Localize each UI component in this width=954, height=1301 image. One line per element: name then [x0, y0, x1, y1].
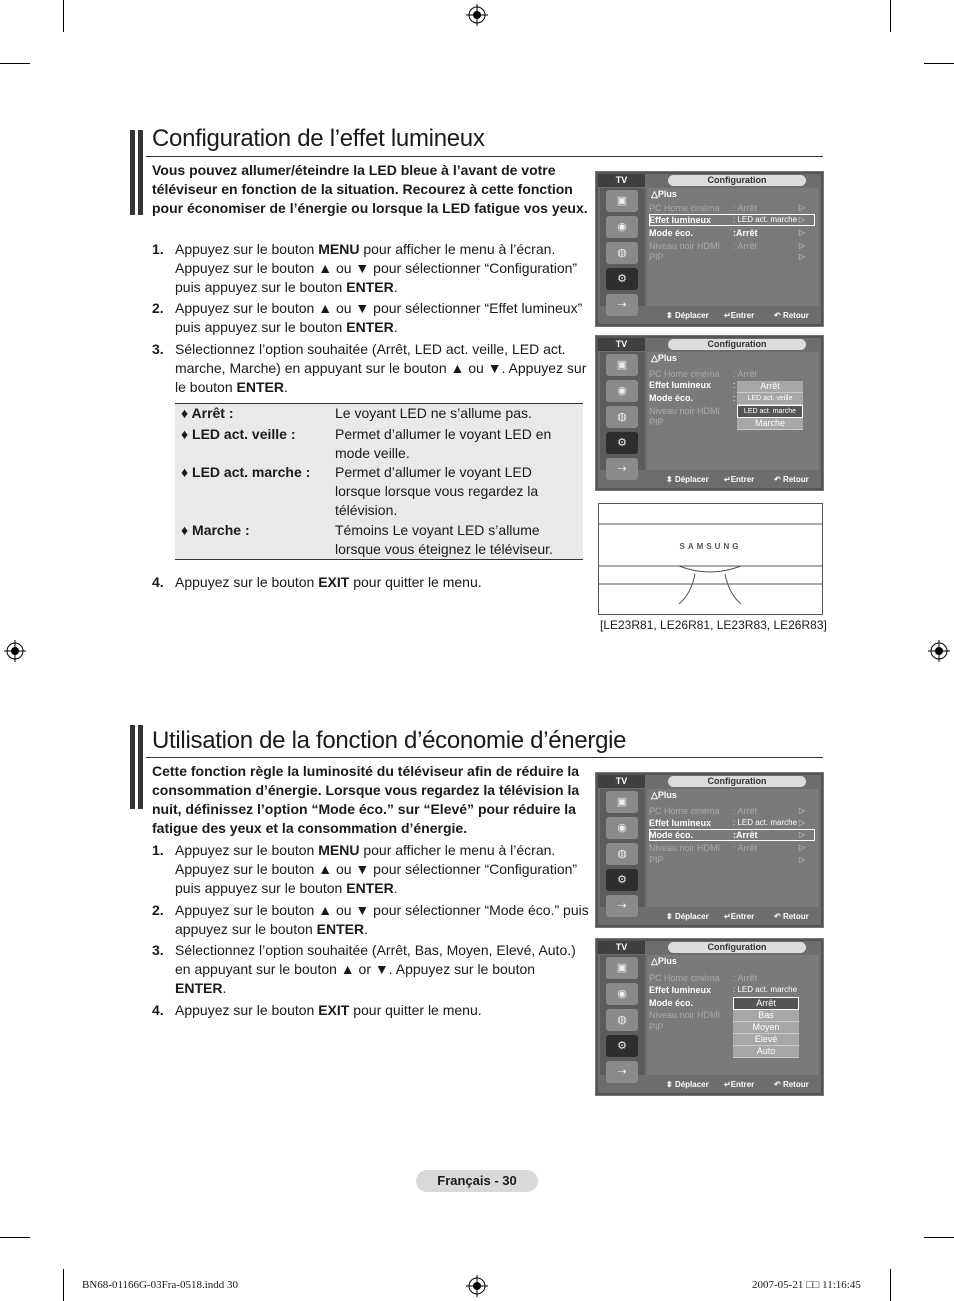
menu-screen-4: [595, 938, 824, 1096]
menu-item[interactable]: PC Home cinéma: [649, 973, 720, 983]
menu-item[interactable]: Effet lumineux: [649, 215, 712, 225]
right-arrow-icon: ▷: [798, 830, 805, 839]
menu-footer: [598, 909, 821, 925]
menu-item[interactable]: Effet lumineux: [649, 380, 712, 390]
step-text: Appuyez sur le bouton MENU pour afficher le menu à l’écran. Appuyez sur le bouton ▲ ou ▼ pour sélectionner “Configuration” puis appuyez sur le bouton ENTER.: [175, 842, 578, 896]
step-text: Appuyez sur le bouton ▲ ou ▼ pour sélectionner “Effet lumineux” puis appuyez sur le bouton ENTER.: [175, 300, 583, 335]
menu-screen-3: [595, 772, 824, 928]
sound-icon: ◉: [606, 380, 638, 402]
menu-item[interactable]: PC Home cinéma: [649, 806, 720, 816]
input-icon: ⇢: [606, 1061, 638, 1083]
section-intro: Vous pouvez allumer/éteindre la LED bleue à l’avant de votre téléviseur en fonction de la situation. Recourez à cette fonction pour économiser de l’énergie ou lorsque la LED fatigue vos yeux.: [152, 162, 588, 216]
menu-item[interactable]: Mode éco.: [649, 998, 694, 1008]
menu-value: :Arrêt: [733, 830, 758, 840]
section-marker: [130, 130, 143, 215]
dropdown-option[interactable]: Arrêt: [733, 997, 799, 1010]
menu-value: : LED act. marche: [733, 215, 798, 224]
menu-item[interactable]: PIP: [649, 1022, 664, 1032]
step-text: Appuyez sur le bouton EXIT pour quitter le menu.: [175, 574, 482, 590]
step-3: [152, 941, 592, 1001]
setup-icon: ⚙: [606, 1035, 638, 1057]
registration-mark-icon: [928, 640, 950, 662]
dropdown-option[interactable]: Arrêt: [737, 381, 803, 393]
step-2: [152, 299, 592, 339]
channel-icon: ◍: [606, 242, 638, 264]
menu-item[interactable]: Niveau noir HDMI: [649, 843, 721, 853]
menu-screen-1: [595, 171, 824, 327]
menu-plus: △Plus: [651, 189, 677, 199]
dropdown-option[interactable]: Moyen: [733, 1022, 799, 1034]
picture-icon: ▣: [606, 957, 638, 979]
step-number: 4.: [152, 574, 164, 590]
crop-mark: [924, 1237, 954, 1238]
move-hint: ⬍ Déplacer: [666, 912, 709, 921]
menu-footer: [598, 308, 821, 324]
channel-icon: ◍: [606, 406, 638, 428]
option-key: ♦ Arrêt :: [181, 405, 234, 421]
step-4: [152, 1001, 592, 1021]
section-intro: Cette fonction règle la luminosité du téléviseur afin de réduire la consommation d’énergie. Lorsque vous regardez la télévision la nuit, définissez l’option “Mode éco.” sur “Elevé” pour réduire la fatigue des yeux et la consommation d’énergie.: [152, 763, 580, 836]
menu-value: : LED act. marche: [733, 818, 798, 827]
menu-title: Configuration: [668, 339, 806, 350]
move-hint: ⬍ Déplacer: [666, 1080, 709, 1089]
step-text: Appuyez sur le bouton EXIT pour quitter le menu.: [175, 1002, 482, 1018]
menu-value: : LED act. marche: [733, 985, 798, 994]
crop-mark: [0, 1237, 30, 1238]
menu-screen-2: [595, 335, 824, 491]
section-rule: [146, 757, 823, 758]
menu-item[interactable]: Mode éco.: [649, 228, 694, 238]
move-hint: ⬍ Déplacer: [666, 475, 709, 484]
step-1: [152, 841, 592, 898]
menu-item[interactable]: Effet lumineux: [649, 985, 712, 995]
option-key: ♦ Marche :: [181, 522, 250, 538]
menu-item[interactable]: Mode éco.: [649, 393, 694, 403]
dropdown-list: [733, 997, 799, 1058]
menu-value: : Arrêt: [733, 241, 758, 251]
monitor-drawing: [599, 504, 822, 614]
step-4: [152, 573, 592, 593]
menu-icon-column: [600, 955, 645, 1078]
input-icon: ⇢: [606, 294, 638, 316]
crop-mark: [890, 1269, 891, 1301]
menu-item[interactable]: Mode éco.: [649, 830, 694, 840]
menu-plus: △Plus: [651, 956, 677, 966]
return-hint: ↶ Retour: [774, 311, 809, 320]
crop-mark: [0, 63, 30, 64]
return-hint: ↶ Retour: [774, 1080, 809, 1089]
menu-item[interactable]: PC Home cinéma: [649, 203, 720, 213]
input-icon: ⇢: [606, 895, 638, 917]
step-text: Appuyez sur le bouton MENU pour afficher le menu à l’écran. Appuyez sur le bouton ▲ ou ▼ pour sélectionner “Configuration” puis appuyez sur le bouton ENTER.: [175, 241, 578, 295]
picture-icon: ▣: [606, 354, 638, 376]
right-arrow-icon: ▷: [798, 818, 805, 827]
menu-plus: △Plus: [651, 790, 677, 800]
crop-mark: [63, 0, 64, 32]
tv-label: TV: [598, 775, 645, 788]
menu-item[interactable]: PC Home cinéma: [649, 369, 720, 379]
crop-mark: [924, 63, 954, 64]
registration-mark-icon: [4, 640, 26, 662]
section-title: Configuration de l’effet lumineux: [152, 125, 485, 152]
menu-value: : Arrêt: [733, 973, 758, 983]
brand-logo: SAMSUNG: [679, 542, 742, 551]
sound-icon: ◉: [606, 983, 638, 1005]
tv-label: TV: [598, 338, 645, 351]
step-text: Appuyez sur le bouton ▲ ou ▼ pour sélectionner “Mode éco.” puis appuyez sur le bouton ENTER.: [175, 902, 589, 937]
option-value: Témoins Le voyant LED s’allume lorsque vous éteignez le téléviseur.: [335, 522, 553, 557]
page-number: Français - 30: [416, 1170, 538, 1192]
dropdown-option[interactable]: LED act. marche: [737, 405, 803, 418]
menu-body: [647, 352, 819, 470]
menu-plus: △Plus: [651, 353, 677, 363]
section-title: Utilisation de la fonction d’économie d’énergie: [152, 727, 627, 754]
section-marker: [130, 725, 143, 809]
crop-mark: [890, 0, 891, 32]
menu-title: Configuration: [668, 175, 806, 186]
dropdown-option[interactable]: Auto: [733, 1046, 799, 1058]
menu-item[interactable]: PIP: [649, 252, 664, 262]
step-2: [152, 901, 592, 941]
print-date: 2007-05-21 □□ 11:16:45: [752, 1279, 861, 1291]
section-rule: [146, 156, 823, 157]
menu-item[interactable]: Niveau noir HDMI: [649, 241, 721, 251]
dropdown-option[interactable]: Elevé: [733, 1034, 799, 1046]
channel-icon: ◍: [606, 1009, 638, 1031]
step-1: [152, 240, 592, 297]
enter-hint: ↵Entrer: [724, 311, 755, 320]
right-arrow-icon: ▷: [798, 252, 805, 261]
return-hint: ↶ Retour: [774, 475, 809, 484]
input-icon: ⇢: [606, 458, 638, 480]
tv-label: TV: [598, 941, 645, 954]
right-arrow-icon: ▷: [798, 215, 805, 224]
option-value: Permet d’allumer le voyant LED lorsque lorsque vous regardez la télévision.: [335, 464, 539, 518]
right-arrow-icon: ▷: [798, 241, 805, 250]
menu-item[interactable]: PIP: [649, 417, 664, 427]
menu-value: : Arrêt: [733, 843, 758, 853]
menu-body: [647, 188, 819, 306]
menu-value: : Arrêt: [733, 369, 758, 379]
step-number: 1.: [152, 241, 164, 257]
enter-hint: ↵Entrer: [724, 1080, 755, 1089]
right-arrow-icon: ▷: [798, 843, 805, 852]
menu-item[interactable]: PIP: [649, 855, 664, 865]
menu-title: Configuration: [668, 942, 806, 953]
registration-mark-icon: [466, 4, 488, 26]
step-number: 2.: [152, 300, 164, 316]
menu-icon-column: [600, 789, 645, 912]
options-table: [175, 403, 583, 560]
crop-mark: [63, 1269, 64, 1301]
step-number: 3.: [152, 942, 164, 958]
tv-label: TV: [598, 174, 645, 187]
enter-hint: ↵Entrer: [724, 475, 755, 484]
menu-item[interactable]: Effet lumineux: [649, 818, 712, 828]
option-value: Le voyant LED ne s’allume pas.: [335, 405, 532, 421]
dropdown-list: [737, 381, 803, 430]
menu-body: [647, 789, 819, 907]
step-number: 2.: [152, 902, 164, 918]
setup-icon: ⚙: [606, 432, 638, 454]
option-value: Permet d’allumer le voyant LED en mode veille.: [335, 426, 552, 461]
menu-value: : Arrêt: [733, 203, 758, 213]
setup-icon: ⚙: [606, 268, 638, 290]
enter-hint: ↵Entrer: [724, 912, 755, 921]
menu-item[interactable]: Niveau noir HDMI: [649, 406, 721, 416]
step-number: 1.: [152, 842, 164, 858]
right-arrow-icon: ▷: [798, 203, 805, 212]
step-text: Sélectionnez l’option souhaitée (Arrêt, Bas, Moyen, Elevé, Auto.) en appuyant sur le bouton ▲ or ▼. Appuyez sur le bouton ENTER.: [175, 942, 576, 996]
right-arrow-icon: ▷: [798, 228, 805, 237]
step-text: Sélectionnez l’option souhaitée (Arrêt, LED act. veille, LED act. marche, Marche) en appuyant sur le bouton ▲ ou ▼. Appuyez sur le bouton ENTER.: [175, 341, 587, 395]
menu-title: Configuration: [668, 776, 806, 787]
menu-footer: [598, 472, 821, 488]
return-hint: ↶ Retour: [774, 912, 809, 921]
registration-mark-icon: [466, 1275, 488, 1297]
menu-item[interactable]: Niveau noir HDMI: [649, 1010, 721, 1020]
menu-value: :: [733, 393, 736, 403]
menu-footer: [598, 1077, 821, 1093]
picture-icon: ▣: [606, 791, 638, 813]
move-hint: ⬍ Déplacer: [666, 311, 709, 320]
menu-value: : Arrêt: [733, 806, 758, 816]
channel-icon: ◍: [606, 843, 638, 865]
menu-icon-column: [600, 188, 645, 311]
sound-icon: ◉: [606, 216, 638, 238]
step-number: 3.: [152, 341, 164, 357]
dropdown-option[interactable]: Bas: [733, 1010, 799, 1022]
right-arrow-icon: ▷: [798, 855, 805, 864]
right-arrow-icon: ▷: [798, 806, 805, 815]
option-key: ♦ LED act. veille :: [181, 426, 296, 442]
sound-icon: ◉: [606, 817, 638, 839]
monitor-illustration: [598, 503, 823, 615]
dropdown-option[interactable]: LED act. veille: [737, 393, 803, 405]
file-info: BN68-01166G-03Fra-0518.indd 30: [82, 1279, 239, 1291]
dropdown-option[interactable]: Marche: [737, 418, 803, 430]
menu-body: [647, 955, 819, 1075]
menu-value: :: [733, 380, 736, 390]
step-number: 4.: [152, 1002, 164, 1018]
step-3: [152, 340, 592, 400]
model-caption: [LE23R81, LE26R81, LE23R83, LE26R83]: [600, 618, 827, 632]
option-key: ♦ LED act. marche :: [181, 464, 311, 480]
setup-icon: ⚙: [606, 869, 638, 891]
menu-value: :Arrêt: [733, 228, 758, 238]
picture-icon: ▣: [606, 190, 638, 212]
menu-icon-column: [600, 352, 645, 475]
